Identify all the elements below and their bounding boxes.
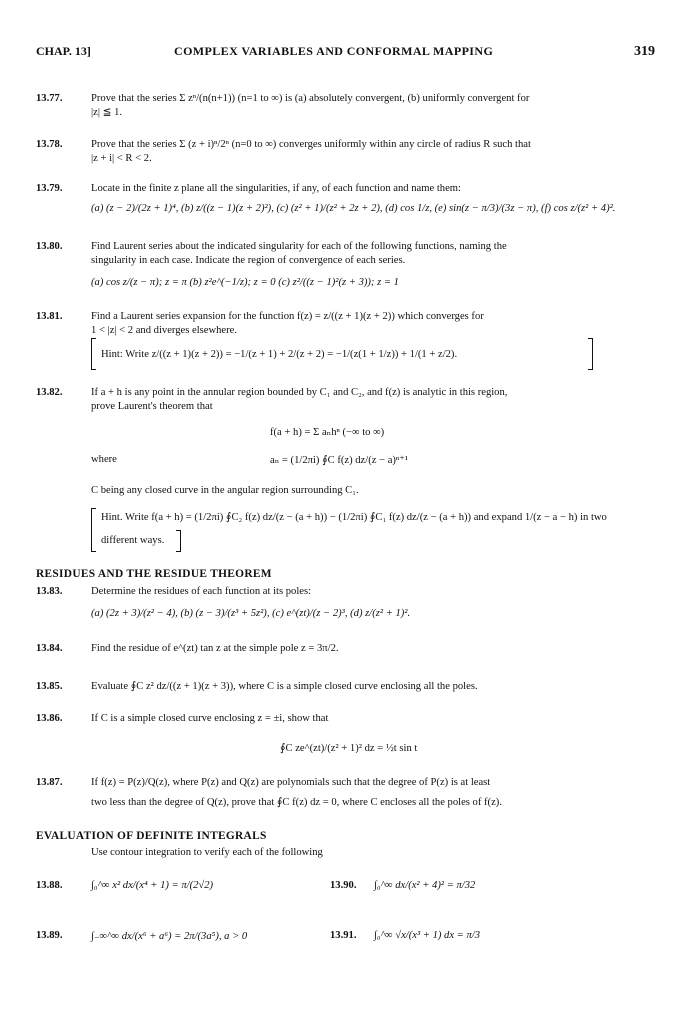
section-heading: RESIDUES AND THE RESIDUE THEOREM (36, 568, 272, 580)
integral-identity: ∫₀^∞ dx/(x² + 4)² = π/32 (374, 880, 476, 891)
coefficient-equation: aₙ = (1/2πi) ∮C f(z) dz/(z − a)ⁿ⁺¹ (270, 455, 409, 466)
problem-text: Prove that the series Σ zⁿ/(n(n+1)) (n=1 to ∞) is (a) absolutely convergent, (b) uniformly convergent for (91, 93, 530, 104)
problem-text: singularity in each case. Indicate the region of convergence of each series. (91, 255, 406, 266)
problem-number: 13.78. (36, 139, 63, 150)
bracket-right (588, 338, 593, 370)
problem-text: two less than the degree of Q(z), prove that ∮C f(z) dz = 0, where C encloses all the poles of f(z). (91, 797, 502, 808)
problem-text: If a + h is any point in the annular region bounded by C₁ and C₂, and f(z) is analytic in this region, (91, 387, 508, 398)
laurent-series-equation: f(a + h) = Σ aₙhⁿ (−∞ to ∞) (270, 427, 385, 438)
problem-text: C being any closed curve in the angular region surrounding C₁. (91, 485, 359, 496)
problem-number: 13.91. (330, 930, 357, 941)
chapter-title: COMPLEX VARIABLES AND CONFORMAL MAPPING (174, 44, 494, 58)
problem-number: 13.87. (36, 777, 63, 788)
function-list: (a) (z − 2)/(2z + 1)⁴, (b) z/((z − 1)(z + 2)²), (c) (z² + 1)/(z² + 2z + 2), (d) cos 1/z, (e) sin(z − π/3)/(3z − π), (f) cos z/(z² + 4)². (91, 203, 616, 214)
problem-text: Determine the residues of each function at its poles: (91, 586, 312, 597)
problem-number: 13.81. (36, 311, 63, 322)
bracket-right (176, 530, 181, 552)
section-intro: Use contour integration to verify each of the following (91, 847, 323, 858)
problem-text: 1 < |z| < 2 and diverges elsewhere. (91, 325, 238, 336)
problem-text: If f(z) = P(z)/Q(z), where P(z) and Q(z) are polynomials such that the degree of P(z) is at least (91, 777, 491, 788)
hint: Hint. Write f(a + h) = (1/2πi) ∮C₂ f(z) dz/(z − (a + h)) − (1/2πi) ∮C₁ f(z) dz/(z − (a + h)) and expand 1/(z − a − h) in two (101, 512, 607, 523)
problem-number: 13.84. (36, 643, 63, 654)
problem-text: |z| ≦ 1. (91, 107, 123, 118)
bracket-left (91, 508, 96, 552)
problem-text: If C is a simple closed curve enclosing z = ±i, show that (91, 713, 329, 724)
chapter-label: CHAP. 13] (36, 44, 91, 58)
section-heading: EVALUATION OF DEFINITE INTEGRALS (36, 830, 267, 842)
integral-identity: ∫₋∞^∞ dx/(x⁶ + a⁶) = 2π/(3a⁵), a > 0 (91, 931, 248, 942)
problem-text: Find a Laurent series expansion for the function f(z) = z/((z + 1)(z + 2)) which converges for (91, 311, 484, 322)
contour-integral-equation: ∮C ze^(zt)/(z² + 1)² dz = ½t sin t (280, 743, 418, 754)
problem-number: 13.79. (36, 183, 63, 194)
problem-text: Evaluate ∮C z² dz/((z + 1)(z + 3)), where C is a simple closed curve enclosing all the poles. (91, 681, 478, 692)
problem-number: 13.85. (36, 681, 63, 692)
problem-text: |z + i| < R < 2. (91, 153, 152, 164)
problem-number: 13.88. (36, 880, 63, 891)
problem-number: 13.89. (36, 930, 63, 941)
problem-text: Locate in the finite z plane all the singularities, if any, of each function and name them: (91, 183, 461, 194)
function-list: (a) (2z + 3)/(z² − 4), (b) (z − 3)/(z³ + 5z²), (c) e^(zt)/(z − 2)³, (d) z/(z² + 1)². (91, 608, 411, 619)
page-number: 319 (634, 44, 655, 59)
problem-number: 13.77. (36, 93, 63, 104)
problem-number: 13.82. (36, 387, 63, 398)
problem-number: 13.90. (330, 880, 357, 891)
problem-text: Prove that the series Σ (z + i)ⁿ/2ⁿ (n=0 to ∞) converges uniformly within any circle of radius R such that (91, 139, 531, 150)
problem-text: Find the residue of e^(zt) tan z at the simple pole z = 3π/2. (91, 643, 339, 654)
integral-identity: ∫₀^∞ √x/(x³ + 1) dx = π/3 (374, 930, 481, 941)
problem-number: 13.80. (36, 241, 63, 252)
bracket-left (91, 338, 96, 370)
integral-identity: ∫₀^∞ x² dx/(x⁴ + 1) = π/(2√2) (91, 880, 214, 891)
hint: different ways. (101, 535, 165, 546)
problem-number: 13.86. (36, 713, 63, 724)
function-list: (a) cos z/(z − π); z = π (b) z²e^(−1/z); z = 0 (c) z²/((z − 1)²(z + 3)); z = 1 (91, 277, 399, 288)
hint: Hint: Write z/((z + 1)(z + 2)) = −1/(z + 1) + 2/(z + 2) = −1/(z(1 + 1/z)) + 1/(1 + z/2). (101, 349, 458, 360)
problem-number: 13.83. (36, 586, 63, 597)
where-label: where (91, 454, 117, 465)
problem-text: prove Laurent's theorem that (91, 401, 213, 412)
problem-text: Find Laurent series about the indicated singularity for each of the following functions, naming the (91, 241, 507, 252)
